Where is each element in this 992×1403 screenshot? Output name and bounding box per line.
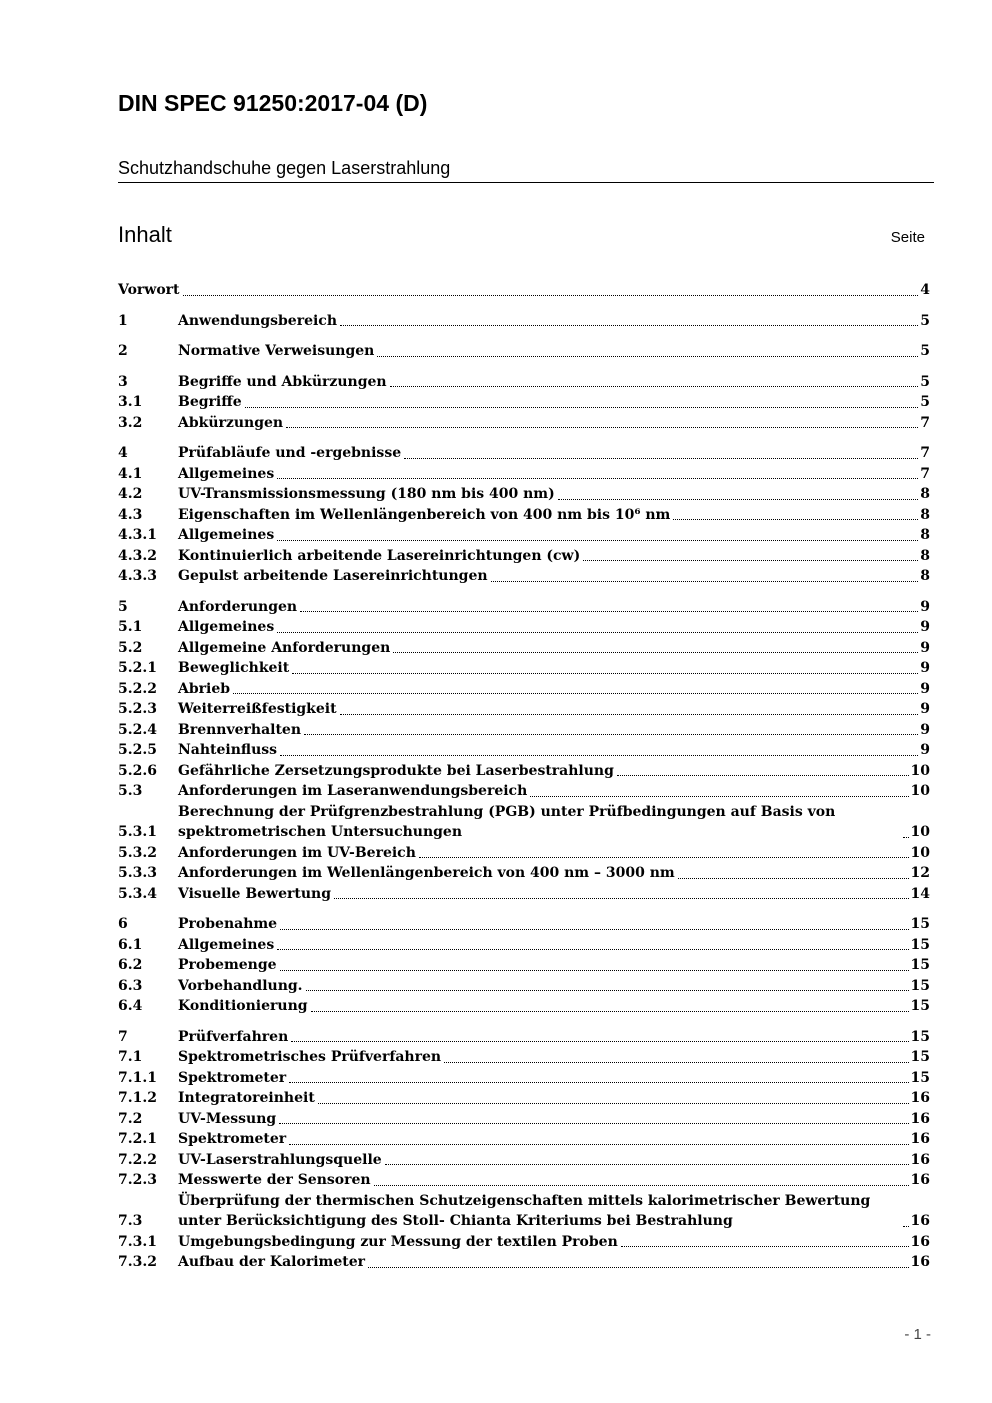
toc-entry-number: 5.2.4	[118, 721, 157, 738]
toc-entry-main	[178, 802, 930, 843]
toc-entry-number: 5.3.3	[118, 865, 157, 881]
toc-entry-label: Brennverhalten	[178, 721, 302, 738]
toc-entry-number: 5.3.4	[118, 885, 157, 902]
toc-entry-number: 6.2	[118, 957, 143, 973]
toc-entry[interactable]	[118, 372, 930, 393]
toc-entry[interactable]	[118, 884, 930, 905]
toc-entry-page: 16	[910, 1213, 930, 1229]
toc-dot-leader	[374, 1185, 909, 1186]
toc-entry-main	[178, 863, 930, 884]
toc-entry-label: UV-Transmissionsmessung (180 nm bis 400 nm)	[178, 486, 555, 502]
toc-entry-page: 7	[920, 414, 930, 431]
toc-entry-label: Visuelle Bewertung	[178, 885, 332, 902]
toc-entry-label: Aufbau der Kalorimeter	[178, 1254, 365, 1270]
toc-entry-label: Begriffe	[178, 394, 242, 410]
toc-entry-page: 9	[920, 742, 930, 758]
toc-entry[interactable]	[118, 761, 930, 782]
toc-dot-leader	[304, 734, 918, 735]
toc-entry-label: Allgemeine Anforderungen	[178, 639, 391, 656]
toc-entry-main	[178, 914, 930, 935]
toc-entry-number: 6.1	[118, 936, 143, 953]
toc-entry-page: 7	[920, 445, 930, 461]
toc-dot-leader	[277, 632, 918, 633]
toc-entry-number: 7.2	[118, 1110, 143, 1127]
toc-entry[interactable]	[118, 638, 930, 659]
toc-entry-label: Spektrometrisches Prüfverfahren	[178, 1049, 442, 1065]
toc-entry-main	[178, 1170, 930, 1191]
toc-entry-main	[178, 1232, 930, 1253]
toc-entry-main	[178, 1191, 930, 1232]
table-of-contents	[118, 280, 930, 1273]
toc-entry-number: 5.2.5	[118, 742, 157, 758]
toc-entry-page: 16	[910, 1110, 930, 1127]
toc-entry-main	[178, 1150, 930, 1171]
toc-entry-main	[178, 935, 930, 956]
toc-entry-label: Konditionierung	[178, 998, 308, 1014]
toc-entry-main	[178, 1109, 930, 1130]
toc-dot-leader	[530, 796, 908, 797]
toc-entry-page: 5	[920, 343, 930, 359]
toc-dot-leader	[280, 970, 909, 971]
toc-entry-page: 10	[910, 844, 930, 861]
toc-dot-leader	[491, 581, 919, 582]
toc-entry[interactable]	[118, 976, 930, 997]
toc-entry-page: 12	[910, 865, 930, 881]
toc-entry[interactable]	[118, 1047, 930, 1068]
toc-entry-label: Anforderungen im UV-Bereich	[178, 844, 416, 861]
toc-dot-leader	[277, 949, 908, 950]
toc-dot-leader	[292, 673, 918, 674]
toc-entry-number: 7.3.1	[118, 1233, 157, 1250]
toc-entry-number: 4.3	[118, 506, 143, 523]
toc-entry-page: 10	[910, 824, 930, 840]
toc-entry-number: 2	[118, 343, 128, 359]
toc-entry[interactable]	[118, 781, 930, 802]
toc-entry-number: 4	[118, 445, 128, 461]
toc-entry-number: 6	[118, 916, 128, 932]
toc-entry-number: 7.2.1	[118, 1131, 157, 1147]
toc-entry-number: 5.1	[118, 619, 143, 635]
toc-entry-label: Gepulst arbeitende Lasereinrichtungen	[178, 568, 488, 584]
toc-entry[interactable]	[118, 1191, 930, 1232]
toc-entry-page: 16	[910, 1151, 930, 1168]
toc-entry[interactable]	[118, 546, 930, 567]
toc-entry-number: 5.3.1	[118, 824, 157, 840]
toc-entry[interactable]	[118, 863, 930, 884]
toc-entry[interactable]	[118, 679, 930, 700]
toc-entry-number: 5.2.6	[118, 762, 157, 779]
toc-entry-label: Anforderungen	[178, 598, 298, 615]
toc-entry[interactable]	[118, 720, 930, 741]
toc-entry[interactable]	[118, 802, 930, 843]
toc-entry-main	[178, 1047, 930, 1068]
toc-dot-leader	[311, 1011, 909, 1012]
toc-entry-main	[178, 1088, 930, 1109]
toc-entry-main	[178, 638, 930, 659]
toc-entry-label: Vorbehandlung.	[178, 977, 303, 994]
toc-entry-page: 15	[910, 1028, 930, 1045]
toc-entry-number: 6.4	[118, 998, 143, 1014]
toc-entry-number: 4.1	[118, 465, 143, 482]
toc-entry[interactable]	[118, 484, 930, 505]
toc-entry[interactable]	[118, 1109, 930, 1130]
toc-entry-main	[178, 658, 930, 679]
toc-dot-leader	[393, 652, 918, 653]
toc-entry-page: 10	[910, 783, 930, 799]
toc-dot-leader	[280, 755, 918, 756]
toc-entry-main	[178, 720, 930, 741]
toc-entry[interactable]	[118, 935, 930, 956]
toc-entry-page: 15	[910, 916, 930, 932]
toc-entry-number: 1	[118, 312, 128, 329]
toc-entry-page: 15	[910, 977, 930, 994]
toc-entry-page: 8	[920, 486, 930, 502]
toc-dot-leader	[289, 1082, 908, 1083]
toc-entry-main	[178, 1252, 930, 1273]
toc-entry[interactable]	[118, 1252, 930, 1273]
title-divider	[118, 182, 934, 183]
toc-entry-main	[178, 597, 930, 618]
toc-dot-leader	[286, 427, 918, 428]
toc-entry-main	[178, 392, 930, 413]
toc-entry-page: 5	[920, 373, 930, 390]
toc-dot-leader	[444, 1062, 908, 1063]
toc-entry-main	[178, 341, 930, 362]
toc-dot-leader	[233, 693, 918, 694]
toc-entry-label: Umgebungsbedingung zur Messung der textilen Proben	[178, 1233, 618, 1250]
toc-entry-main	[178, 781, 930, 802]
toc-entry-number: 7.2.2	[118, 1151, 157, 1168]
toc-entry[interactable]	[118, 597, 930, 618]
toc-entry-label: Integratoreinheit	[178, 1090, 315, 1106]
toc-entry-main	[178, 1027, 930, 1048]
toc-entry-main	[178, 955, 930, 976]
toc-entry-main	[178, 464, 930, 485]
toc-entry[interactable]	[118, 955, 930, 976]
toc-entry-label: Gefährliche Zersetzungsprodukte bei Laserbestrahlung	[178, 762, 614, 779]
toc-entry-main	[178, 884, 930, 905]
toc-entry-page: 15	[910, 1049, 930, 1065]
toc-entry[interactable]	[118, 996, 930, 1017]
toc-entry-label: Beweglichkeit	[178, 660, 290, 676]
toc-entry-label: Abrieb	[178, 680, 231, 697]
toc-entry-main	[180, 280, 930, 301]
toc-entry-page: 15	[910, 957, 930, 973]
toc-entry-number: 3.1	[118, 394, 143, 410]
toc-dot-leader	[390, 386, 919, 387]
toc-dot-leader	[306, 990, 909, 991]
toc-entry-label: Überprüfung der thermischen Schutzeigenschaften mittels kalorimetrischer Bewertung unter Berücksichtigung des Stoll- Chianta Kriteriums bei Bestrahlung	[178, 1192, 871, 1229]
toc-entry-page: 16	[910, 1172, 930, 1188]
toc-entry-page: 8	[920, 527, 930, 543]
toc-entry-main	[178, 699, 930, 720]
toc-entry-page: 5	[920, 312, 930, 329]
toc-heading: Inhalt	[118, 222, 172, 247]
toc-entry-page: 9	[920, 619, 930, 635]
toc-entry[interactable]	[118, 843, 930, 864]
toc-entry-number: 5	[118, 598, 128, 615]
toc-dot-leader	[279, 1123, 908, 1124]
toc-entry-page: 8	[920, 547, 930, 564]
toc-entry-label: Allgemeines	[178, 619, 275, 635]
toc-entry-page: 5	[920, 394, 930, 410]
toc-entry-label: Kontinuierlich arbeitende Lasereinrichtungen (cw)	[178, 547, 581, 564]
toc-entry-number: 5.2.2	[118, 680, 157, 697]
toc-entry-main	[178, 740, 930, 761]
toc-entry[interactable]	[118, 1129, 930, 1150]
toc-dot-leader	[583, 560, 918, 561]
toc-entry-label: UV-Laserstrahlungsquelle	[178, 1151, 382, 1168]
toc-entry-number: 7.1	[118, 1049, 143, 1065]
toc-dot-leader	[277, 540, 918, 541]
toc-entry-main	[178, 525, 930, 546]
toc-entry-label: Begriffe und Abkürzungen	[178, 373, 387, 390]
toc-entry[interactable]	[118, 1068, 930, 1089]
toc-entry-label: Prüfverfahren	[178, 1028, 289, 1045]
toc-entry[interactable]	[118, 658, 930, 679]
toc-dot-leader	[291, 1041, 908, 1042]
toc-entry-page: 7	[920, 465, 930, 482]
toc-entry[interactable]	[118, 311, 930, 332]
toc-entry[interactable]	[118, 1088, 930, 1109]
toc-entry-number: 7.2.3	[118, 1172, 157, 1188]
toc-entry-number: 5.3	[118, 783, 143, 799]
toc-entry-page: 9	[920, 660, 930, 676]
toc-entry-page: 8	[920, 568, 930, 584]
toc-entry-number: 4.3.2	[118, 547, 157, 564]
toc-entry-number: 6.3	[118, 977, 143, 994]
toc-entry-label: Nahteinfluss	[178, 742, 278, 758]
toc-entry-label: Anforderungen im Wellenlängenbereich von 400 nm – 3000 nm	[178, 865, 675, 881]
toc-dot-leader	[558, 499, 919, 500]
document-subtitle: Schutzhandschuhe gegen Laserstrahlung	[118, 158, 451, 178]
toc-entry[interactable]	[118, 341, 930, 362]
toc-entry-page: 9	[920, 680, 930, 697]
toc-entry-page: 9	[920, 701, 930, 717]
toc-entry-label: Spektrometer	[178, 1069, 287, 1086]
toc-entry-number: 7.1.1	[118, 1069, 157, 1086]
toc-entry[interactable]	[118, 1150, 930, 1171]
toc-entry-label: Berechnung der Prüfgrenzbestrahlung (PGB) unter Prüfbedingungen auf Basis von spektrometrischen Untersuchungen	[178, 803, 836, 840]
toc-entry[interactable]	[118, 505, 930, 526]
toc-entry-label: Allgemeines	[178, 465, 275, 482]
document-title: DIN SPEC 91250:2017-04 (D)	[118, 90, 428, 116]
toc-dot-leader	[404, 458, 918, 459]
toc-entry-page: 9	[920, 598, 930, 615]
toc-entry-label: Spektrometer	[178, 1131, 287, 1147]
toc-entry-main	[178, 311, 930, 332]
toc-entry-number: 7	[118, 1028, 128, 1045]
toc-dot-leader	[289, 1144, 908, 1145]
toc-entry[interactable]	[118, 617, 930, 638]
toc-entry-label: Allgemeines	[178, 936, 275, 953]
toc-dot-leader	[340, 714, 919, 715]
toc-entry-number: 7.3.2	[118, 1254, 157, 1270]
toc-dot-leader	[621, 1246, 909, 1247]
toc-entry-main	[178, 679, 930, 700]
toc-entry-label: Normative Verweisungen	[178, 343, 375, 359]
toc-dot-leader	[903, 837, 909, 838]
toc-entry-page: 15	[910, 998, 930, 1014]
toc-dot-leader	[673, 519, 918, 520]
toc-entry[interactable]	[118, 914, 930, 935]
toc-entry-page: 8	[920, 506, 930, 523]
toc-dot-leader	[903, 1226, 909, 1227]
toc-entry-label: UV-Messung	[178, 1110, 277, 1127]
toc-entry-number: 4.3.3	[118, 568, 157, 584]
toc-entry-label: Anforderungen im Laseranwendungsbereich	[178, 783, 528, 799]
toc-dot-leader	[300, 611, 918, 612]
toc-entry-page: 15	[910, 936, 930, 953]
toc-dot-leader	[277, 478, 918, 479]
toc-entry-label: Allgemeines	[178, 527, 275, 543]
toc-entry-page: 9	[920, 721, 930, 738]
toc-dot-leader	[678, 878, 909, 879]
toc-entry-main	[178, 1129, 930, 1150]
page-number: - 1 -	[904, 1326, 931, 1343]
toc-entry-label: Eigenschaften im Wellenlängenbereich von 400 nm bis 10⁶ nm	[178, 506, 671, 523]
toc-entry[interactable]	[118, 525, 930, 546]
toc-dot-leader	[318, 1103, 909, 1104]
toc-entry-number: 3.2	[118, 414, 143, 431]
toc-entry-main	[178, 505, 930, 526]
toc-entry[interactable]	[118, 1232, 930, 1253]
toc-entry-label: Messwerte der Sensoren	[178, 1172, 371, 1188]
page-column-label: Seite	[890, 229, 925, 246]
toc-entry-main	[178, 566, 930, 587]
toc-dot-leader	[334, 898, 909, 899]
toc-entry-page: 10	[910, 762, 930, 779]
toc-entry[interactable]	[118, 280, 930, 301]
toc-entry-main	[178, 484, 930, 505]
toc-entry[interactable]	[118, 699, 930, 720]
toc-entry-number: 5.2.3	[118, 701, 157, 717]
toc-dot-leader	[419, 857, 909, 858]
toc-entry-page: 9	[920, 639, 930, 656]
toc-entry-page: 14	[910, 885, 930, 902]
toc-entry-page: 16	[910, 1233, 930, 1250]
toc-entry-main	[178, 443, 930, 464]
toc-entry-number: 5.2.1	[118, 660, 157, 676]
toc-dot-leader	[280, 929, 908, 930]
toc-dot-leader	[245, 407, 919, 408]
toc-entry-label: Vorwort	[118, 282, 180, 298]
toc-entry-label: Probemenge	[178, 957, 277, 973]
toc-entry-page: 16	[910, 1090, 930, 1106]
toc-entry-number: 5.2	[118, 639, 143, 656]
toc-entry-label: Abkürzungen	[178, 414, 284, 431]
toc-entry-number: 7.3	[118, 1213, 143, 1229]
toc-entry-label: Anwendungsbereich	[178, 312, 337, 329]
toc-entry[interactable]	[118, 1170, 930, 1191]
toc-entry-label: Probenahme	[178, 916, 278, 932]
toc-entry-main	[178, 617, 930, 638]
toc-entry[interactable]	[118, 1027, 930, 1048]
toc-dot-leader	[385, 1164, 909, 1165]
toc-entry-page: 16	[910, 1254, 930, 1270]
toc-entry-number: 7.1.2	[118, 1090, 157, 1106]
toc-entry-number: 3	[118, 373, 128, 390]
toc-entry-page: 15	[910, 1069, 930, 1086]
toc-entry-label: Weiterreißfestigkeit	[178, 701, 337, 717]
toc-dot-leader	[368, 1267, 909, 1268]
toc-dot-leader	[340, 325, 918, 326]
toc-entry-main	[178, 372, 930, 393]
toc-dot-leader	[377, 356, 918, 357]
toc-dot-leader	[183, 295, 919, 296]
toc-entry-page: 4	[920, 282, 930, 298]
toc-entry-label: Prüfabläufe und -ergebnisse	[178, 445, 402, 461]
toc-entry-number: 4.3.1	[118, 527, 157, 543]
toc-entry-main	[178, 413, 930, 434]
toc-entry-main	[178, 546, 930, 567]
toc-entry-main	[178, 1068, 930, 1089]
toc-entry[interactable]	[118, 443, 930, 464]
toc-entry-main	[178, 761, 930, 782]
toc-entry-number: 5.3.2	[118, 844, 157, 861]
toc-entry[interactable]	[118, 464, 930, 485]
toc-entry-main	[178, 996, 930, 1017]
toc-entry[interactable]	[118, 413, 930, 434]
toc-entry-page: 16	[910, 1131, 930, 1147]
toc-entry-main	[178, 843, 930, 864]
toc-entry[interactable]	[118, 566, 930, 587]
toc-entry-number: 4.2	[118, 486, 143, 502]
toc-entry-main	[178, 976, 930, 997]
toc-entry[interactable]	[118, 740, 930, 761]
toc-entry[interactable]	[118, 392, 930, 413]
toc-dot-leader	[617, 775, 909, 776]
